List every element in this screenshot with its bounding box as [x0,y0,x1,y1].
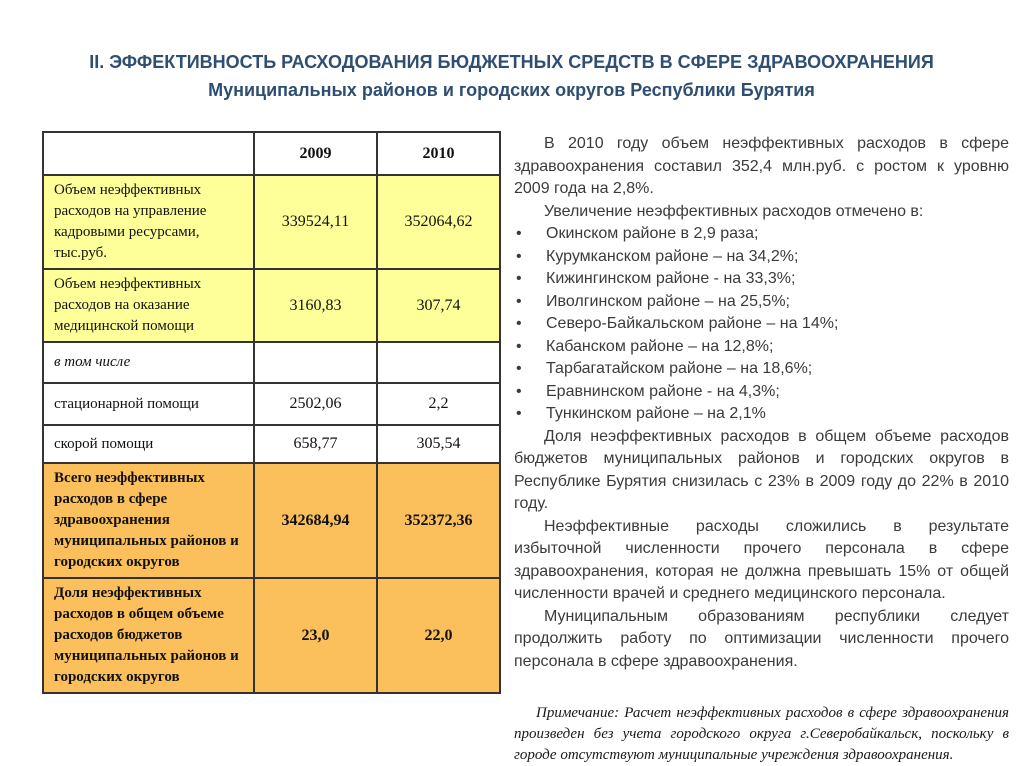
district-bullet-item: • Кижингинском районе - на 33,3%; [514,268,1009,291]
row-value-2009: 3160,83 [254,269,377,342]
header-year-2010: 2010 [377,132,500,175]
table-row [43,342,500,383]
row-value-2010 [377,342,500,383]
row-value-2009 [254,342,377,383]
district-bullet-item: • Тарбагатайском районе – на 18,6%; [514,358,1009,381]
paragraph-excess-staff: Неэффективные расходы сложились в результате избыточной численности прочего персонала в сфере здравоохранения, которая не должна превышать 15% от общей численности врачей и среднего медицинского персонала. [514,517,1009,602]
row-label: Доля неэффективных расходов в общем объеме расходов бюджетов муниципальных районов и городских округов [43,578,254,693]
row-label: скорой помощи [43,425,254,463]
table-row [43,463,500,578]
row-label: в том числе [43,342,254,383]
table-row [43,175,500,269]
paragraph-2010-volume: В 2010 году объем неэффективных расходов в сфере здравоохранения составил 352,4 млн.руб. с ростом к уровню 2009 года на 2,8%. [514,135,1009,197]
row-value-2009: 342684,94 [254,463,377,578]
table-body [43,175,500,693]
row-label: Всего неэффективных расходов в сфере здравоохранения муниципальных районов и городских округов [43,463,254,578]
row-value-2010: 2,2 [377,383,500,425]
district-bullet-item: • Иволгинском районе – на 25,5%; [514,291,1009,314]
district-bullet-item: • Окинском районе в 2,9 раза; [514,223,1009,246]
row-value-2009: 23,0 [254,578,377,693]
header-empty-cell [43,132,254,175]
row-value-2010: 352064,62 [377,175,500,269]
table-row [43,383,500,425]
row-value-2010: 352372,36 [377,463,500,578]
row-value-2010: 307,74 [377,269,500,342]
paragraph-recommendation: Муниципальным образованиям республики следует продолжить работу по оптимизации численности прочего персонала в сфере здравоохранения. [514,607,1009,670]
district-bullet-item: • Северо-Байкальском районе – на 14%; [514,313,1009,336]
row-label: Объем неэффективных расходов на оказание медицинской помощи [43,269,254,342]
district-bullet-item: • Тункинском районе – на 2,1% [514,403,1009,426]
district-bullet-item: • Еравнинском районе - на 4,3%; [514,381,1009,404]
row-value-2009: 2502,06 [254,383,377,425]
title-line-1: II. ЭФФЕКТИВНОСТЬ РАСХОДОВАНИЯ БЮДЖЕТНЫХ СРЕДСТВ В СФЕРЕ ЗДРАВООХРАНЕНИЯ [89,52,934,72]
table-row [43,425,500,463]
header-year-2009: 2009 [254,132,377,175]
district-bullet-item: • Кабанском районе – на 12,8%; [514,336,1009,359]
analysis-text-column [514,131,1009,766]
page-title [0,48,1023,104]
table-header-row [43,132,500,175]
title-line-2: Муниципальных районов и городских округов Республики Бурятия [208,80,815,100]
paragraph-share-decline: Доля неэффективных расходов в общем объеме расходов бюджетов муниципальных районов и городских округов в Республике Бурятия снизилась с 23% в 2009 году до 22% в 2010 году. [514,427,1009,512]
row-value-2010: 305,54 [377,425,500,463]
row-value-2009: 339524,11 [254,175,377,269]
footnote: Примечание: Расчет неэффективных расходов в сфере здравоохранения произведен без учета городского округа г.Северобайкальск, поскольку в городе отсутствуют муниципальные учреждения здравоохранения. [514,705,1009,763]
row-label: стационарной помощи [43,383,254,425]
district-increase-list [514,223,1009,426]
content-area [0,131,1023,766]
district-bullet-item: • Курумканском районе – на 34,2%; [514,246,1009,269]
table-row [43,578,500,693]
row-value-2010: 22,0 [377,578,500,693]
paragraph-increase-lead: Увеличение неэффективных расходов отмечено в: [544,202,924,220]
row-value-2009: 658,77 [254,425,377,463]
inefficient-expenses-table [42,131,501,694]
row-label: Объем неэффективных расходов на управление кадровыми ресурсами, тыс.руб. [43,175,254,269]
table-row [43,269,500,342]
